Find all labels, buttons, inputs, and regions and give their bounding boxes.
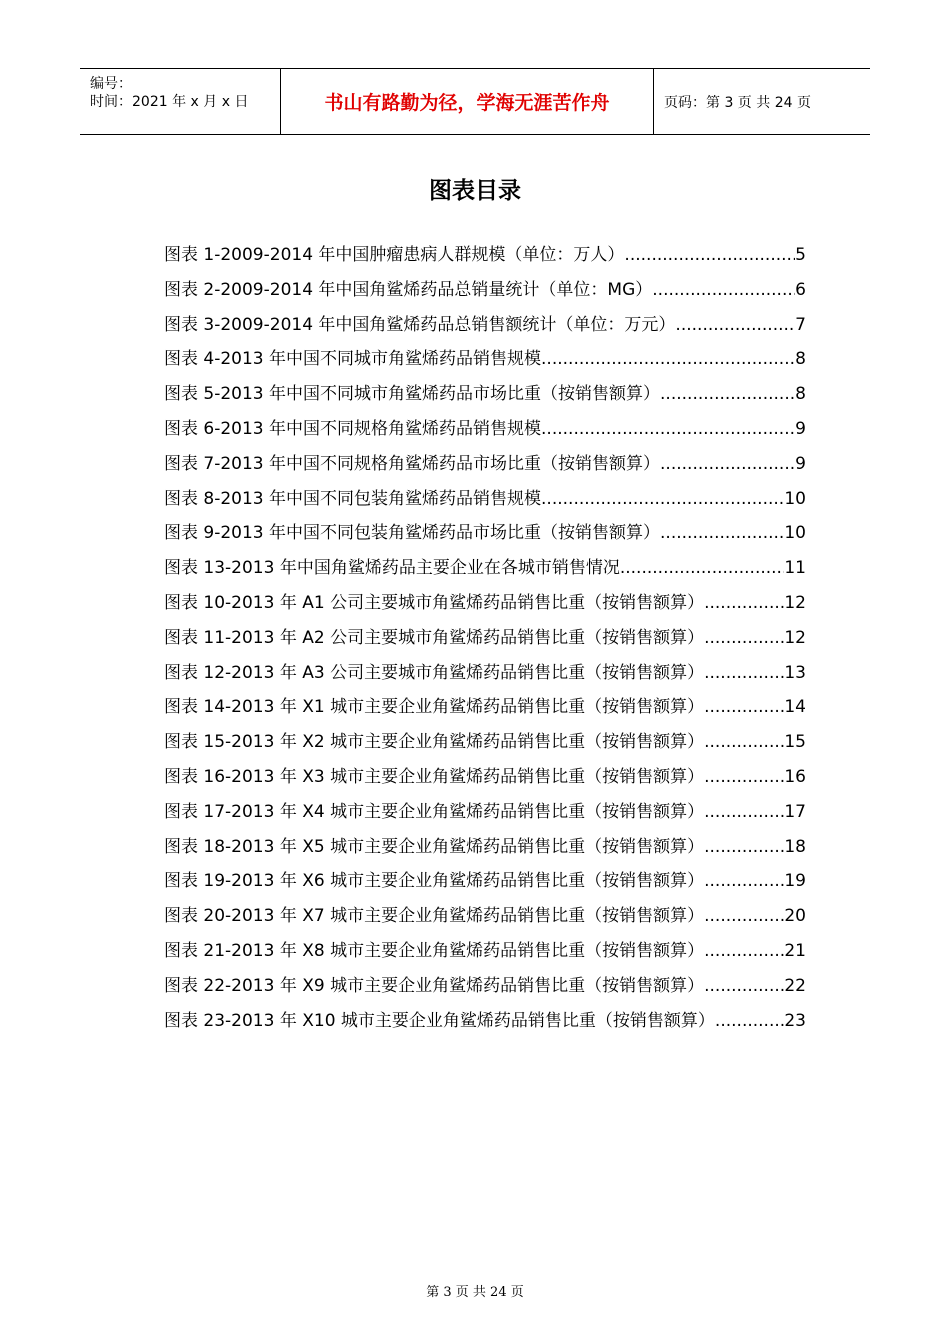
toc-dot-leader: [541, 419, 795, 439]
toc-dot-leader: [704, 628, 784, 648]
toc-entry-title: 图表 9-2013 年中国不同包装角鲨烯药品市场比重（按销售额算）: [164, 523, 661, 544]
toc-dot-leader: [660, 454, 795, 474]
toc-entry[interactable]: [164, 240, 806, 275]
toc-entry-page-number: 10: [784, 523, 806, 544]
toc-entry-title: 图表 2-2009-2014 年中国角鲨烯药品总销量统计（单位：MG）: [164, 279, 653, 300]
toc-entry[interactable]: [164, 414, 806, 449]
toc-entry-title: 图表 18-2013 年 X5 城市主要企业角鲨烯药品销售比重（按销售额算）: [164, 836, 705, 857]
toc-entry-title: 图表 12-2013 年 A3 公司主要城市角鲨烯药品销售比重（按销售额算）: [164, 662, 705, 683]
toc-entry[interactable]: [164, 449, 806, 484]
toc-entry[interactable]: [164, 588, 806, 623]
toc-dot-leader: [541, 489, 784, 509]
toc-entry[interactable]: [164, 727, 806, 762]
toc-entry-page-number: 11: [784, 558, 806, 579]
toc-entry[interactable]: [164, 762, 806, 797]
toc-dot-leader: [624, 245, 795, 265]
toc-entry[interactable]: [164, 866, 806, 901]
toc-dot-leader: [704, 663, 784, 683]
toc-dot-leader: [660, 384, 795, 404]
toc-entry-page-number: 20: [784, 906, 806, 927]
toc-dot-leader: [660, 523, 784, 543]
toc-dot-leader: [620, 558, 785, 578]
toc-entry-page-number: 21: [784, 940, 806, 961]
toc-entry[interactable]: [164, 1006, 806, 1041]
toc-dot-leader: [704, 837, 784, 857]
toc-entry-title: 图表 7-2013 年中国不同规格角鲨烯药品市场比重（按销售额算）: [164, 453, 661, 474]
toc-entry-page-number: 22: [784, 975, 806, 996]
toc-entry-title: 图表 15-2013 年 X2 城市主要企业角鲨烯药品销售比重（按销售额算）: [164, 732, 705, 753]
toc-entry-page-number: 14: [784, 697, 806, 718]
toc-dot-leader: [541, 349, 795, 369]
toc-entry[interactable]: [164, 797, 806, 832]
header-table: [80, 68, 870, 135]
document-number-label: 编号：: [90, 76, 132, 92]
toc-entry-title: 图表 11-2013 年 A2 公司主要城市角鲨烯药品销售比重（按销售额算）: [164, 627, 705, 648]
toc-entry[interactable]: [164, 310, 806, 345]
toc-entry-page-number: 23: [784, 1010, 806, 1031]
toc-entry-title: 图表 22-2013 年 X9 城市主要企业角鲨烯药品销售比重（按销售额算）: [164, 975, 705, 996]
toc-entry[interactable]: [164, 936, 806, 971]
toc-entry-title: 图表 4-2013 年中国不同城市角鲨烯药品销售规模: [164, 349, 542, 370]
toc-entry[interactable]: [164, 623, 806, 658]
toc-entry-page-number: 10: [784, 488, 806, 509]
toc-dot-leader: [704, 871, 784, 891]
toc-entry-page-number: 5: [795, 245, 806, 265]
toc-entry-page-number: 18: [784, 836, 806, 857]
toc-entry-title: 图表 13-2013 年中国角鲨烯药品主要企业在各城市销售情况: [164, 558, 620, 579]
toc-entry-page-number: 8: [795, 384, 806, 405]
toc-dot-leader: [704, 593, 784, 613]
toc-entry-page-number: 9: [795, 453, 806, 474]
toc-entry[interactable]: [164, 901, 806, 936]
toc-entry-title: 图表 8-2013 年中国不同包装角鲨烯药品销售规模: [164, 488, 542, 509]
toc-entry-title: 图表 19-2013 年 X6 城市主要企业角鲨烯药品销售比重（按销售额算）: [164, 871, 705, 892]
toc-dot-leader: [704, 802, 784, 822]
toc-entry[interactable]: [164, 484, 806, 519]
toc-entry-page-number: 8: [795, 349, 806, 370]
toc-entry-page-number: 19: [784, 871, 806, 892]
toc-entry-title: 图表 20-2013 年 X7 城市主要企业角鲨烯药品销售比重（按销售额算）: [164, 906, 705, 927]
header-page-info: 页码：第 3 页 共 24 页: [664, 94, 811, 111]
toc-entry-page-number: 6: [795, 279, 806, 300]
toc-entry[interactable]: [164, 344, 806, 379]
toc-entry-title: 图表 16-2013 年 X3 城市主要企业角鲨烯药品销售比重（按销售额算）: [164, 766, 705, 787]
toc-entry[interactable]: [164, 692, 806, 727]
toc-entry-page-number: 12: [784, 592, 806, 613]
toc-entry[interactable]: [164, 658, 806, 693]
toc-entry-page-number: 9: [795, 418, 806, 439]
toc-dot-leader: [704, 767, 784, 787]
toc-entry[interactable]: [164, 379, 806, 414]
toc-entry-title: 图表 14-2013 年 X1 城市主要企业角鲨烯药品销售比重（按销售额算）: [164, 697, 705, 718]
toc-entry-page-number: 7: [795, 314, 806, 335]
toc-entry-page-number: 17: [784, 801, 806, 822]
header-page-cell: [654, 69, 870, 134]
toc-dot-leader: [704, 697, 784, 717]
toc-dot-leader: [704, 906, 784, 926]
toc-entry-title: 图表 10-2013 年 A1 公司主要城市角鲨烯药品销售比重（按销售额算）: [164, 592, 705, 613]
toc-entry-title: 图表 5-2013 年中国不同城市角鲨烯药品市场比重（按销售额算）: [164, 384, 661, 405]
toc-entry-title: 图表 21-2013 年 X8 城市主要企业角鲨烯药品销售比重（按销售额算）: [164, 940, 705, 961]
toc-entry[interactable]: [164, 971, 806, 1006]
header-meta-cell: [80, 69, 281, 134]
page-title: 图表目录: [429, 178, 521, 204]
toc-dot-leader: [704, 941, 784, 961]
toc-entry[interactable]: [164, 275, 806, 310]
document-date: 时间：2021 年 x 月 x 日: [90, 94, 249, 110]
toc-entry-title: 图表 3-2009-2014 年中国角鲨烯药品总销售额统计（单位：万元）: [164, 314, 676, 335]
toc-entry-title: 图表 1-2009-2014 年中国肿瘤患病人群规模（单位：万人）: [164, 245, 625, 265]
toc-dot-leader: [675, 315, 795, 335]
toc-dot-leader: [704, 732, 784, 752]
toc-entry[interactable]: [164, 518, 806, 553]
toc-dot-leader: [704, 976, 784, 996]
page-footer: 第 3 页 共 24 页: [426, 1285, 524, 1300]
toc-entry[interactable]: [164, 832, 806, 867]
toc-entry-page-number: 16: [784, 766, 806, 787]
table-of-figures: [164, 240, 806, 1040]
toc-entry[interactable]: [164, 553, 806, 588]
toc-entry-page-number: 13: [784, 662, 806, 683]
toc-dot-leader: [652, 280, 795, 300]
toc-entry-page-number: 12: [784, 627, 806, 648]
toc-entry-page-number: 15: [784, 732, 806, 753]
header-motto-cell: [281, 69, 654, 134]
toc-entry-title: 图表 6-2013 年中国不同规格角鲨烯药品销售规模: [164, 418, 542, 439]
toc-entry-title: 图表 17-2013 年 X4 城市主要企业角鲨烯药品销售比重（按销售额算）: [164, 801, 705, 822]
toc-dot-leader: [715, 1011, 784, 1031]
header-motto: 书山有路勤为径，学海无涯苦作舟: [324, 92, 610, 114]
toc-entry-title: 图表 23-2013 年 X10 城市主要企业角鲨烯药品销售比重（按销售额算）: [164, 1010, 715, 1031]
